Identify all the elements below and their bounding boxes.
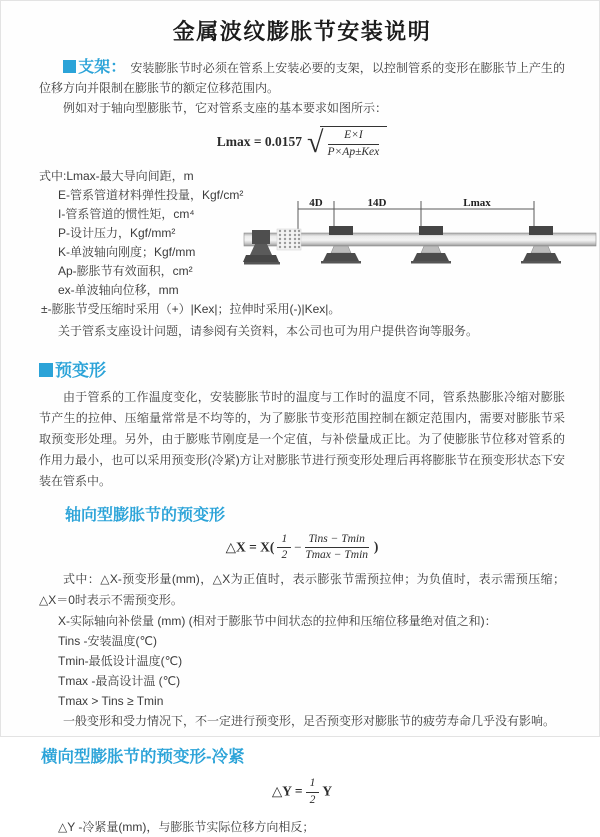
predeform-heading-label: 预变形 bbox=[55, 360, 106, 380]
close-paren: ) bbox=[373, 538, 379, 554]
dx-note-text: 式中：△X-预变形量(mm)，△X为正值时，表示膨张节需预拉伸；为负值时，表示需预压缩；△X＝0时表示不需预变形。 bbox=[39, 572, 565, 608]
definition-line: P-设计压力，Kgf/mm² bbox=[58, 225, 176, 240]
pm-note-text: ±-膨胀节受压缩时采用（+）|Kex|；拉伸时采用(-)|Kex|。 bbox=[41, 301, 341, 316]
tmax-definition-text: Tmax -最高设计温 (℃) bbox=[58, 674, 181, 689]
lateral-subtitle: 横向型膨胀节的预变形-冷紧 bbox=[41, 748, 245, 767]
sqrt-radical-sign: √ bbox=[307, 125, 324, 159]
half-denominator: 2 bbox=[281, 549, 288, 562]
dy-formula-lhs: △Y = bbox=[271, 783, 303, 799]
dy-note-text: △Y -冷紧量(mm)，与膨胀节实际位移方向相反； bbox=[58, 819, 315, 834]
definitions-block bbox=[39, 167, 565, 300]
general-note-text: 一般变形和受力情况下，不一定进行预变形，足否预变形对膨胀节的疲劳寿命几乎没有影响。 bbox=[63, 714, 556, 729]
temperature-rule-text: Tmax > Tins ≥ Tmin bbox=[58, 694, 164, 709]
dy-formula bbox=[39, 777, 565, 808]
definition-line: I-管系管道的惯性矩，cm⁴ bbox=[58, 206, 195, 221]
dy-formula-rhs: Y bbox=[322, 783, 333, 799]
minus-sign: − bbox=[294, 538, 302, 554]
temperature-denominator: Tmax − Tmin bbox=[305, 549, 369, 562]
axial-subtitle: 轴向型膨胀节的预变形 bbox=[65, 506, 226, 524]
definition-line: ex-单波轴向位移，mm bbox=[58, 282, 179, 297]
dy-half-fraction bbox=[306, 777, 320, 808]
definition-line: K-单波轴向刚度；Kgf/mm bbox=[58, 244, 196, 259]
consult-note-text: 关于管系支座设计问题，请参阅有关资料，本公司也可为用户提供咨询等服务。 bbox=[58, 323, 479, 338]
support-intro-text: 安装膨胀节时必须在管系上安装必要的支架，以控制管系的变形在膨胀节上产生的位移方向并限制在膨胀节的额定位移范围内。 bbox=[39, 61, 565, 95]
dim-label-lmax: Lmax bbox=[463, 196, 491, 209]
sqrt-radicand bbox=[320, 126, 388, 160]
dim-label-4d: 4D bbox=[309, 196, 323, 209]
section-square-icon bbox=[39, 363, 53, 377]
dx-formula-lhs: △X = X( bbox=[225, 538, 275, 554]
tins-definition-text: Tins -安装温度(℃) bbox=[58, 634, 158, 649]
definition-line: E-管系管道材料弹性投量，Kgf/cm² bbox=[58, 187, 244, 202]
support-paragraph bbox=[39, 58, 565, 98]
bellows-section bbox=[277, 229, 301, 250]
temperature-numerator: Tins − Tmin bbox=[305, 533, 369, 549]
dx-formula bbox=[39, 533, 565, 564]
lmax-formula bbox=[39, 126, 565, 160]
support-example-text: 例如对于轴向型膨胀节，它对管系支座的基本要求如图所示： bbox=[63, 101, 388, 115]
predeform-section-heading bbox=[39, 356, 565, 381]
temperature-fraction bbox=[305, 533, 369, 564]
section-square-icon bbox=[63, 60, 76, 73]
definition-line: Ap-膨胀节有效面积，cm² bbox=[58, 263, 193, 278]
half-fraction bbox=[277, 533, 291, 564]
lmax-fraction-numerator: E×I bbox=[328, 129, 380, 145]
lmax-formula-lhs: Lmax = 0.0157 bbox=[216, 133, 303, 149]
support-section-heading: 支架： bbox=[78, 59, 127, 76]
dy-half-denominator: 2 bbox=[309, 793, 316, 806]
dim-label-14d: 14D bbox=[367, 196, 387, 209]
dy-half-numerator: 1 bbox=[306, 777, 320, 793]
predeform-paragraph: 由于管系的工作温度变化，安装膨胀节时的温度与工作时的温度不同，管系热膨胀冷缩对膨胀节产生的拉伸、压缩量常常是不均等的，为了膨胀节变形范围控制在额定范围内，需要对膨胀节采取预变形处理。另外，由于膨账节刚度是一个定值，与补偿量成正比。为了使膨胀节位移对管系的作用力最小，也可以采用预变形(冷紧)方让对膨胀节进行预变形处理后再将膨胀节在预变形状态下安装在管系中。 bbox=[39, 389, 565, 488]
definition-line: 式中:Lmax-最大导向间距，m bbox=[39, 168, 194, 183]
lmax-fraction-denominator: P×Ap±Kex bbox=[327, 145, 380, 158]
half-numerator: 1 bbox=[277, 533, 291, 549]
x-definition-text: X-实际轴向补偿量 (mm) (相对于膨胀节中间状态的拉伸和压缩位移量绝对值之和)： bbox=[58, 614, 497, 629]
lmax-fraction bbox=[328, 129, 380, 160]
pipe-support-diagram bbox=[244, 196, 596, 270]
tmin-definition-text: Tmin-最低设计温度(℃) bbox=[58, 654, 183, 669]
page-title: 金属波纹膨胀节安装说明 bbox=[172, 19, 432, 44]
